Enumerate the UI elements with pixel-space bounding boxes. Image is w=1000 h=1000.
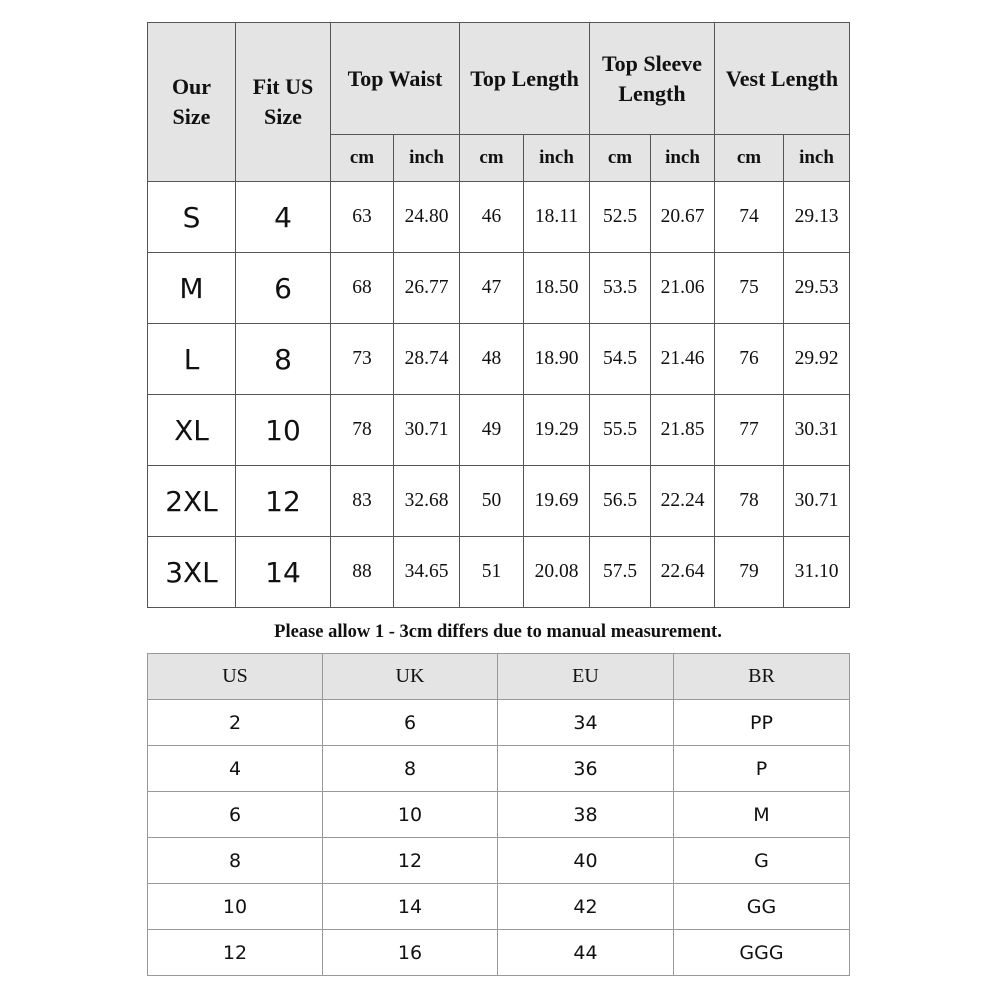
us-size-cell: 6 (236, 253, 331, 324)
uk-size-cell: 10 (323, 792, 498, 838)
measurement-cell: 18.90 (524, 324, 590, 395)
br-size-cell: GGG (674, 930, 850, 976)
conversion-row (148, 838, 850, 884)
measurement-cell: 73 (331, 324, 394, 395)
header-fit-us-size: Fit US Size (236, 23, 331, 182)
eu-size-cell: 44 (498, 930, 674, 976)
uk-size-cell: 14 (323, 884, 498, 930)
eu-size-cell: 34 (498, 700, 674, 746)
br-size-cell: P (674, 746, 850, 792)
header-eu: EU (498, 654, 674, 700)
us-size-cell: 4 (148, 746, 323, 792)
our-size-cell: 2XL (148, 466, 236, 537)
unit-header: cm (715, 135, 784, 182)
measurement-cell: 57.5 (590, 537, 651, 608)
size-row (148, 537, 850, 608)
measurement-cell: 30.71 (394, 395, 460, 466)
measurement-cell: 78 (331, 395, 394, 466)
conversion-row (148, 700, 850, 746)
measurement-cell: 54.5 (590, 324, 651, 395)
measurement-cell: 74 (715, 182, 784, 253)
measurement-cell: 49 (460, 395, 524, 466)
measurement-cell: 76 (715, 324, 784, 395)
measurement-cell: 32.68 (394, 466, 460, 537)
size-row (148, 324, 850, 395)
conversion-row (148, 746, 850, 792)
unit-header: inch (394, 135, 460, 182)
size-row (148, 253, 850, 324)
us-size-cell: 12 (148, 930, 323, 976)
measurement-cell: 30.31 (784, 395, 850, 466)
us-size-cell: 10 (148, 884, 323, 930)
us-size-cell: 10 (236, 395, 331, 466)
measurement-cell: 63 (331, 182, 394, 253)
header-us: US (148, 654, 323, 700)
br-size-cell: G (674, 838, 850, 884)
unit-header: inch (651, 135, 715, 182)
measurement-cell: 20.08 (524, 537, 590, 608)
header-top-length: Top Length (460, 23, 590, 135)
unit-header: inch (524, 135, 590, 182)
measurement-cell: 46 (460, 182, 524, 253)
measurement-cell: 26.77 (394, 253, 460, 324)
measurement-cell: 48 (460, 324, 524, 395)
measurement-cell: 55.5 (590, 395, 651, 466)
measurement-cell: 24.80 (394, 182, 460, 253)
measurement-cell: 68 (331, 253, 394, 324)
header-top-waist: Top Waist (331, 23, 460, 135)
measurement-cell: 47 (460, 253, 524, 324)
measurement-cell: 21.06 (651, 253, 715, 324)
us-size-cell: 12 (236, 466, 331, 537)
unit-header: cm (590, 135, 651, 182)
measurement-cell: 22.64 (651, 537, 715, 608)
size-row (148, 182, 850, 253)
measurement-cell: 18.11 (524, 182, 590, 253)
measurement-cell: 56.5 (590, 466, 651, 537)
us-size-cell: 6 (148, 792, 323, 838)
measurement-note: Please allow 1 - 3cm differs due to manual measurement. (274, 622, 722, 642)
size-chart-table (147, 22, 850, 608)
us-size-cell: 8 (236, 324, 331, 395)
our-size-cell: 3XL (148, 537, 236, 608)
eu-size-cell: 36 (498, 746, 674, 792)
header-top-sleeve-length: Top Sleeve Length (590, 23, 715, 135)
us-size-cell: 8 (148, 838, 323, 884)
unit-header: cm (331, 135, 394, 182)
measurement-cell: 19.69 (524, 466, 590, 537)
br-size-cell: GG (674, 884, 850, 930)
eu-size-cell: 40 (498, 838, 674, 884)
measurement-cell: 19.29 (524, 395, 590, 466)
measurement-cell: 29.53 (784, 253, 850, 324)
measurement-cell: 79 (715, 537, 784, 608)
measurement-cell: 20.67 (651, 182, 715, 253)
uk-size-cell: 16 (323, 930, 498, 976)
measurement-cell: 53.5 (590, 253, 651, 324)
measurement-cell: 50 (460, 466, 524, 537)
size-conversion-table (147, 653, 850, 976)
conversion-row (148, 884, 850, 930)
size-row (148, 466, 850, 537)
uk-size-cell: 12 (323, 838, 498, 884)
measurement-cell: 52.5 (590, 182, 651, 253)
measurement-cell: 28.74 (394, 324, 460, 395)
measurement-cell: 30.71 (784, 466, 850, 537)
conversion-row (148, 930, 850, 976)
measurement-cell: 77 (715, 395, 784, 466)
measurement-cell: 31.10 (784, 537, 850, 608)
measurement-cell: 29.92 (784, 324, 850, 395)
our-size-cell: L (148, 324, 236, 395)
measurement-cell: 22.24 (651, 466, 715, 537)
unit-header: inch (784, 135, 850, 182)
eu-size-cell: 38 (498, 792, 674, 838)
measurement-cell: 83 (331, 466, 394, 537)
us-size-cell: 4 (236, 182, 331, 253)
size-row (148, 395, 850, 466)
uk-size-cell: 8 (323, 746, 498, 792)
header-vest-length: Vest Length (715, 23, 850, 135)
our-size-cell: S (148, 182, 236, 253)
conversion-row (148, 792, 850, 838)
measurement-cell: 18.50 (524, 253, 590, 324)
uk-size-cell: 6 (323, 700, 498, 746)
measurement-cell: 78 (715, 466, 784, 537)
measurement-cell: 51 (460, 537, 524, 608)
header-br: BR (674, 654, 850, 700)
eu-size-cell: 42 (498, 884, 674, 930)
unit-header: cm (460, 135, 524, 182)
br-size-cell: M (674, 792, 850, 838)
measurement-cell: 34.65 (394, 537, 460, 608)
measurement-cell: 21.46 (651, 324, 715, 395)
measurement-cell: 88 (331, 537, 394, 608)
measurement-cell: 29.13 (784, 182, 850, 253)
us-size-cell: 2 (148, 700, 323, 746)
header-our-size: Our Size (148, 23, 236, 182)
br-size-cell: PP (674, 700, 850, 746)
our-size-cell: XL (148, 395, 236, 466)
measurement-cell: 75 (715, 253, 784, 324)
our-size-cell: M (148, 253, 236, 324)
header-uk: UK (323, 654, 498, 700)
us-size-cell: 14 (236, 537, 331, 608)
measurement-cell: 21.85 (651, 395, 715, 466)
